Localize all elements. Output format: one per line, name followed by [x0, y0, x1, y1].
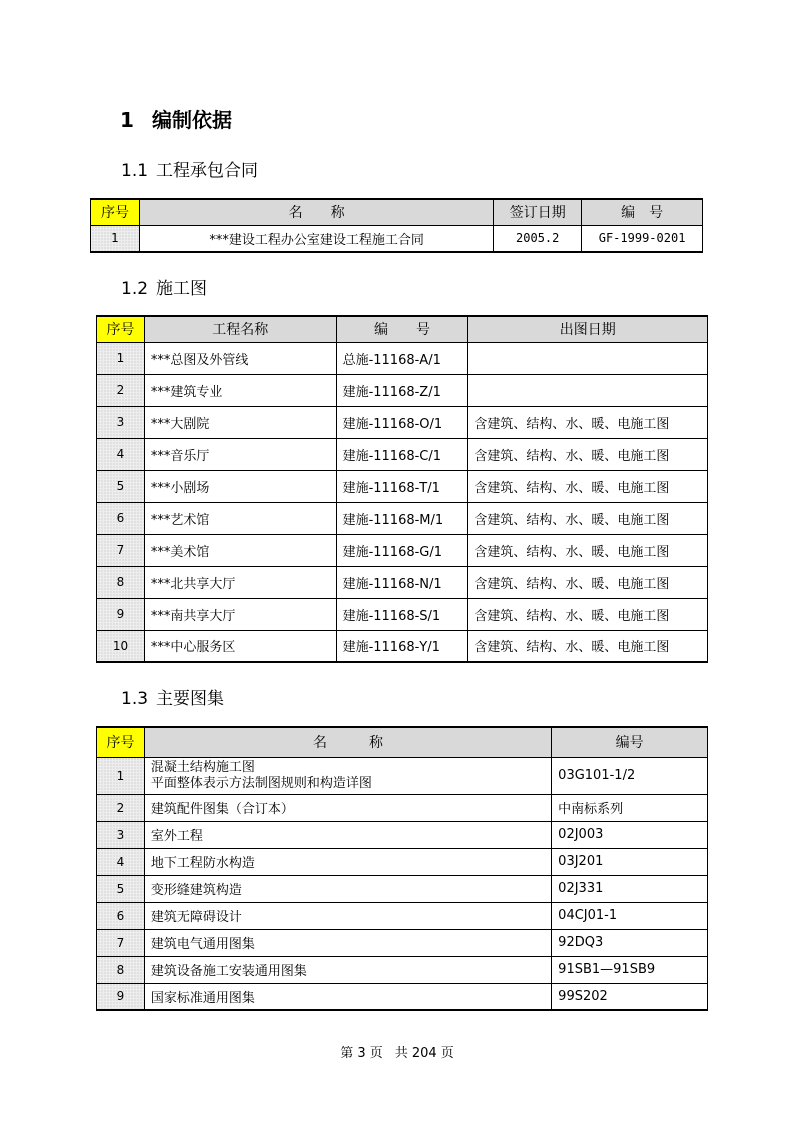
atlas-code: 02J003	[552, 821, 708, 848]
row-index: 1	[91, 225, 140, 252]
section-number: 1.2	[121, 279, 149, 299]
issue-date	[468, 374, 708, 406]
table-row	[97, 929, 708, 956]
row-index: 6	[97, 502, 145, 534]
issue-date	[468, 342, 708, 374]
drawing-code: 建施-11168-C/1	[336, 438, 468, 470]
row-index: 10	[97, 630, 145, 662]
row-index: 2	[97, 374, 145, 406]
row-index: 5	[97, 470, 145, 502]
table-row	[97, 983, 708, 1010]
row-index: 7	[97, 534, 145, 566]
issue-date: 含建筑、结构、水、暖、电施工图	[468, 470, 708, 502]
header-cell: 序号	[91, 199, 140, 225]
table-row	[97, 502, 708, 534]
atlas-code: 03J201	[552, 848, 708, 875]
table-row	[97, 406, 708, 438]
issue-date: 含建筑、结构、水、暖、电施工图	[468, 566, 708, 598]
table-row	[97, 598, 708, 630]
drawing-code: 总施-11168-A/1	[336, 342, 468, 374]
section-heading-drawings	[121, 274, 207, 299]
table-row	[97, 534, 708, 566]
issue-date: 含建筑、结构、水、暖、电施工图	[468, 534, 708, 566]
row-index: 9	[97, 598, 145, 630]
table-row	[97, 848, 708, 875]
atlas-code: 91SB1—91SB9	[552, 956, 708, 983]
table-row	[97, 342, 708, 374]
table-row	[97, 821, 708, 848]
table-row	[97, 470, 708, 502]
project-name: ***总图及外管线	[144, 342, 336, 374]
header-cell: 序号	[97, 316, 145, 342]
chapter-number: 1	[120, 108, 134, 132]
issue-date: 含建筑、结构、水、暖、电施工图	[468, 502, 708, 534]
drawings-table	[96, 315, 708, 663]
table-row	[97, 902, 708, 929]
section-title: 工程承包合同	[156, 161, 258, 181]
atlas-code: 02J331	[552, 875, 708, 902]
atlas-name: 建筑电气通用图集	[144, 929, 551, 956]
project-name: ***大剧院	[144, 406, 336, 438]
project-name: ***美术馆	[144, 534, 336, 566]
issue-date: 含建筑、结构、水、暖、电施工图	[468, 438, 708, 470]
issue-date: 含建筑、结构、水、暖、电施工图	[468, 406, 708, 438]
page-total: 共 204 页	[394, 1046, 454, 1061]
atlas-code: 中南标系列	[552, 794, 708, 821]
chapter-heading	[120, 104, 232, 133]
row-index: 7	[97, 929, 145, 956]
project-name: ***小剧场	[144, 470, 336, 502]
table-row	[97, 875, 708, 902]
row-index: 3	[97, 821, 145, 848]
table-row	[97, 566, 708, 598]
page-footer	[0, 1042, 794, 1061]
atlas-name: 变形缝建筑构造	[144, 875, 551, 902]
header-cell: 名 称	[144, 727, 551, 757]
header-cell: 名 称	[139, 199, 493, 225]
section-heading-atlases	[121, 684, 224, 709]
drawing-code: 建施-11168-M/1	[336, 502, 468, 534]
row-index: 6	[97, 902, 145, 929]
section-heading-contract	[121, 156, 258, 181]
contract-name: ***建设工程办公室建设工程施工合同	[139, 225, 493, 252]
row-index: 1	[97, 757, 145, 794]
section-title: 主要图集	[156, 689, 224, 709]
atlas-code: 92DQ3	[552, 929, 708, 956]
header-cell: 签订日期	[494, 199, 582, 225]
header-cell: 序号	[97, 727, 145, 757]
atlas-name: 建筑设备施工安装通用图集	[144, 956, 551, 983]
chapter-title: 编制依据	[152, 108, 232, 132]
table-row	[97, 956, 708, 983]
atlas-name: 地下工程防水构造	[144, 848, 551, 875]
atlas-name: 建筑无障碍设计	[144, 902, 551, 929]
issue-date: 含建筑、结构、水、暖、电施工图	[468, 630, 708, 662]
atlas-name: 国家标准通用图集	[144, 983, 551, 1010]
atlas-code: 04CJ01-1	[552, 902, 708, 929]
atlas-name: 室外工程	[144, 821, 551, 848]
drawing-code: 建施-11168-Y/1	[336, 630, 468, 662]
row-index: 3	[97, 406, 145, 438]
atlas-name-line: 平面整体表示方法制图规则和构造详图	[150, 775, 372, 791]
table-header-row	[91, 199, 703, 225]
section-number: 1.3	[121, 689, 149, 709]
drawing-code: 建施-11168-Z/1	[336, 374, 468, 406]
project-name: ***南共享大厅	[144, 598, 336, 630]
row-index: 4	[97, 438, 145, 470]
issue-date: 含建筑、结构、水、暖、电施工图	[468, 598, 708, 630]
table-row	[97, 794, 708, 821]
atlas-code: 99S202	[552, 983, 708, 1010]
table-header-row	[97, 727, 708, 757]
row-index: 8	[97, 566, 145, 598]
project-name: ***北共享大厅	[144, 566, 336, 598]
project-name: ***艺术馆	[144, 502, 336, 534]
atlas-table	[96, 726, 708, 1011]
drawing-code: 建施-11168-G/1	[336, 534, 468, 566]
drawing-code: 建施-11168-N/1	[336, 566, 468, 598]
atlas-code: 03G101-1/2	[552, 757, 708, 794]
header-cell: 编 号	[582, 199, 703, 225]
table-row	[91, 225, 703, 252]
drawing-code: 建施-11168-O/1	[336, 406, 468, 438]
table-row	[97, 630, 708, 662]
page-number: 第 3 页	[340, 1046, 383, 1061]
drawing-code: 建施-11168-T/1	[336, 470, 468, 502]
header-cell: 出图日期	[468, 316, 708, 342]
header-cell: 编号	[552, 727, 708, 757]
contract-table	[90, 198, 703, 253]
project-name: ***中心服务区	[144, 630, 336, 662]
row-index: 4	[97, 848, 145, 875]
table-row	[97, 438, 708, 470]
project-name: ***建筑专业	[144, 374, 336, 406]
row-index: 2	[97, 794, 145, 821]
contract-code: GF-1999-0201	[582, 225, 703, 252]
section-number: 1.1	[121, 161, 149, 181]
atlas-name	[144, 757, 551, 794]
sign-date: 2005.2	[494, 225, 582, 252]
atlas-name: 建筑配件图集（合订本）	[144, 794, 551, 821]
project-name: ***音乐厅	[144, 438, 336, 470]
table-header-row	[97, 316, 708, 342]
table-row	[97, 757, 708, 794]
row-index: 9	[97, 983, 145, 1010]
row-index: 1	[97, 342, 145, 374]
header-cell: 工程名称	[144, 316, 336, 342]
table-row	[97, 374, 708, 406]
header-cell: 编 号	[336, 316, 468, 342]
row-index: 8	[97, 956, 145, 983]
drawing-code: 建施-11168-S/1	[336, 598, 468, 630]
section-title: 施工图	[156, 279, 207, 299]
row-index: 5	[97, 875, 145, 902]
atlas-name-line: 混凝土结构施工图	[150, 759, 255, 775]
